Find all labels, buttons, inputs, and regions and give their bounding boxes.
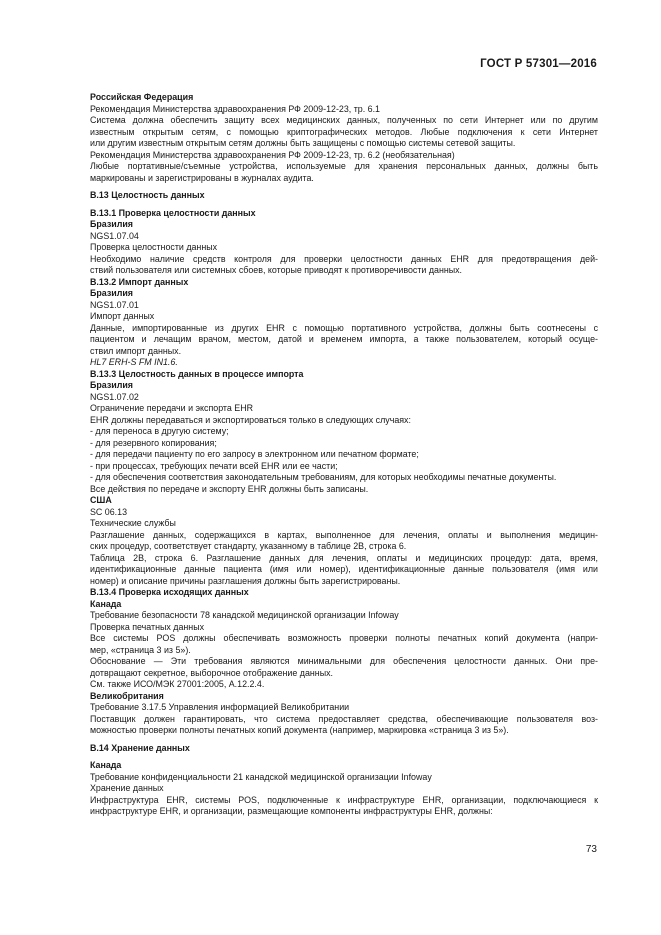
- text-line: Хранение данных: [90, 783, 164, 793]
- text-line: Необходимо наличие средств контроля для проверки целостности данных EHR для предотвращения дей-: [90, 253, 598, 264]
- text-line: ствил импорт данных.: [90, 345, 182, 356]
- heading-line: Канада: [90, 598, 122, 609]
- heading-line: Бразилия: [90, 288, 133, 298]
- text-line: EHR должны передаваться и экспортироваться только в следующих случаях:: [90, 414, 411, 425]
- text-line: ских процедур, соответствует стандарту, указанному в таблице 2B, строка 6.: [90, 541, 407, 551]
- text-line: номер) и описание причины разглашения должны быть зарегистрированы.: [90, 575, 401, 586]
- text-line: маркированы и зарегистрированы в журналах аудита.: [90, 172, 314, 183]
- heading-line: B.13.4 Проверка исходящих данных: [90, 587, 249, 597]
- text-line: Рекомендация Министерства здравоохранения РФ 2009-12-23, тр. 6.1: [90, 103, 380, 114]
- text-line: См. также ИСО/МЭК 27001:2005, A.12.2.4.: [90, 679, 265, 689]
- heading-line: B.13.3 Целостность данных в процессе импорта: [90, 368, 304, 379]
- heading-line: Бразилия: [90, 219, 133, 229]
- text-line: или другим известным открытым сетям должны быть защищены с помощью системы сетевой защиты.: [90, 138, 516, 148]
- text-line: SC 06.13: [90, 506, 128, 517]
- text-line: Данные, импортированные из других EHR с помощью портативного устройства, должны быть соотнесены с: [90, 322, 598, 333]
- standard-header: ГОСТ Р 57301—2016: [480, 58, 597, 70]
- text-line: Поставщик должен гарантировать, что система предоставляет средства, обеспечивающие пользователя воз-: [90, 713, 598, 724]
- text-line: Все действия по передаче и экспорту EHR должны быть записаны.: [90, 483, 369, 494]
- text-line: - для резервного копирования;: [90, 437, 217, 448]
- heading-line: Бразилия: [90, 380, 133, 390]
- text-line: Рекомендация Министерства здравоохранения РФ 2009-12-23, тр. 6.2 (необязательная): [90, 149, 455, 160]
- text-line: NGS1.07.04: [90, 230, 139, 241]
- text-line: Требование 3.17.5 Управления информацией Великобритании: [90, 702, 350, 712]
- text-line: NGS1.07.02: [90, 391, 139, 402]
- text-line: Все системы POS должны обеспечивать возможность проверки полноты печатных копий документа (напри-: [90, 633, 598, 643]
- heading-line: Российская Федерация: [90, 92, 194, 102]
- heading-line: B.13 Целостность данных: [90, 190, 205, 200]
- heading-line: B.13.1 Проверка целостности данных: [90, 207, 256, 218]
- text-line: Требование безопасности 78 канадской медицинской организации Infoway: [90, 610, 399, 620]
- text-line: известным открытым сетям, с помощью криптографических методов. Любые подключения к сети Интернет: [90, 126, 598, 137]
- text-line: инфраструктуре EHR, и организации, размещающие компоненты инфраструктуры EHR, должны:: [90, 806, 493, 816]
- text-line: - для передачи пациенту по его запросу в электронном или печатном формате;: [90, 449, 419, 459]
- text-line: пациентом и лечащим врачом, местом, датой и временем импорта, а также пользователем, который осуще-: [90, 334, 598, 344]
- text-line: - при процессах, требующих печати всей EHR или ее части;: [90, 460, 338, 471]
- text-line: можностью проверки полноты печатных копий документа (например, маркировка «страница 3 из 5»).: [90, 725, 509, 735]
- text-line: Обоснование — Эти требования являются минимальными для обеспечения целостности данных. Они пре-: [90, 656, 598, 666]
- text-line: Разглашение данных, содержащихся в картах, выполненное для лечения, оплаты и выполнения медицин-: [90, 529, 598, 540]
- text-line: Любые портативные/съемные устройства, используемые для хранения персональных данных, должны быть: [90, 161, 598, 171]
- heading-line: B.13.2 Импорт данных: [90, 276, 189, 287]
- text-line: идентификационные данные пациента (имя или номер), идентификационные данные пользователя (имя или: [90, 564, 598, 574]
- text-line: Проверка печатных данных: [90, 621, 205, 632]
- heading-line: США: [90, 495, 112, 505]
- text-line: NGS1.07.01: [90, 299, 139, 310]
- text-line: мер, «страница 3 из 5»).: [90, 644, 191, 655]
- text-line: Таблица 2B, строка 6. Разглашение данных для лечения, оплаты и медицинских процедур: дата, время,: [90, 552, 598, 563]
- heading-line: B.14 Хранение данных: [90, 742, 190, 753]
- text-line: - для переноса в другую систему;: [90, 426, 229, 436]
- text-line: Инфраструктура EHR, системы POS, подключенные к инфраструктуре EHR, организации, подключающиеся к: [90, 794, 598, 805]
- text-line: ствий пользователя или системных сбоев, которые приводят к противоречивости данных.: [90, 265, 463, 275]
- text-line: Импорт данных: [90, 311, 155, 321]
- text-line: Проверка целостности данных: [90, 242, 218, 252]
- text-line: Требование конфиденциальности 21 канадской медицинской организации Infoway: [90, 771, 432, 782]
- text-line: - для обеспечения соответствия законодательным требованиям, для которых необходимы печатные документы.: [90, 472, 557, 482]
- text-line: Технические службы: [90, 518, 176, 528]
- document-body: [90, 92, 598, 818]
- page-number: 73: [585, 844, 597, 855]
- text-line: Ограничение передачи и экспорта EHR: [90, 403, 254, 413]
- reference-line: HL7 ERH-S FM IN1.6.: [90, 357, 178, 367]
- heading-line: Великобритания: [90, 690, 164, 701]
- text-line: дотвращают секретное, выборочное отображение данных.: [90, 667, 333, 678]
- heading-line: Канада: [90, 760, 122, 770]
- text-line: Система должна обеспечить защиту всех медицинских данных, полученных по сети Интернет или по другим: [90, 115, 598, 125]
